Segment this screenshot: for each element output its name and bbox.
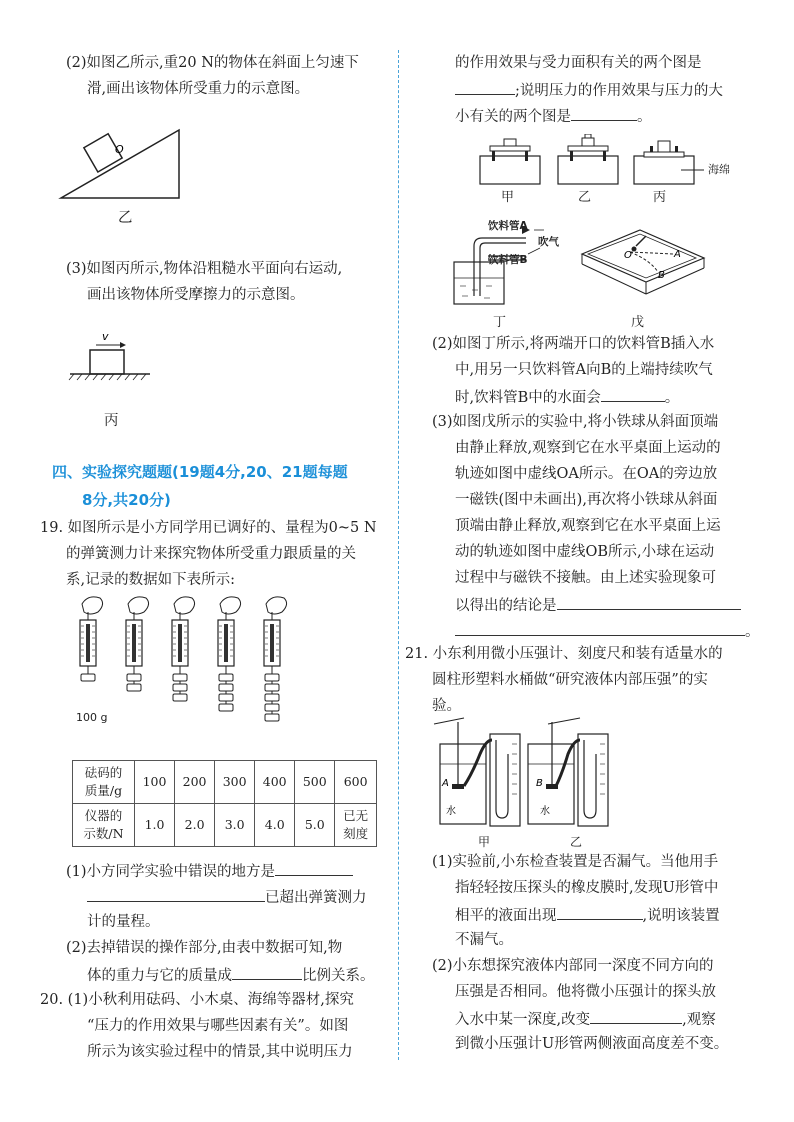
weight-block bbox=[219, 694, 233, 701]
q20-sub3-line3: 轨迹如图中虚线OA所示。在OA的旁边放 bbox=[455, 466, 718, 482]
weight-block bbox=[265, 674, 279, 681]
hand-icon bbox=[82, 597, 103, 614]
q21-sub2-line4: 到微小压强计U形管两侧液面高度差不变。 bbox=[455, 1036, 729, 1052]
hand-icon bbox=[266, 597, 287, 614]
q21-sub1-line1: (1)实验前,小东检查装置是否漏气。当他用手 bbox=[432, 854, 719, 870]
object-o-label: O bbox=[115, 143, 124, 156]
table-cell: 4.0 bbox=[255, 804, 295, 847]
table-cell: 200 bbox=[175, 761, 215, 804]
q20-line3: 所示为该实验过程中的情景,其中说明压力 bbox=[87, 1044, 353, 1060]
straw-a-label: 饮料管A bbox=[488, 220, 528, 232]
table-cell: 400 bbox=[255, 761, 295, 804]
fig-21-jia-caption: 甲 bbox=[478, 835, 491, 849]
weight-block bbox=[219, 674, 233, 681]
velocity-arrow-icon bbox=[120, 342, 126, 348]
fig-21-yi-caption: 乙 bbox=[570, 835, 583, 849]
spring-scale bbox=[126, 597, 149, 691]
point-a-label: A bbox=[674, 249, 681, 260]
q20-sub3-line7: 过程中与磁铁不接触。由上述实验现象可 bbox=[455, 570, 716, 586]
spring-scale bbox=[80, 597, 103, 681]
fig-yi2-caption: 乙 bbox=[578, 190, 592, 205]
q20-sub3-line8: 以得出的结论是 bbox=[455, 594, 741, 616]
data-table bbox=[72, 760, 377, 847]
table-cell-no-scale: 已无 刻度 bbox=[335, 804, 377, 847]
iron-ball bbox=[632, 247, 637, 252]
section-4-title-line2: 8分,共20分) bbox=[82, 491, 171, 509]
weight-block bbox=[173, 674, 187, 681]
q21-sub1-line3: 相平的液面出现 ,说明该装置 bbox=[455, 904, 720, 926]
point-b-label: B bbox=[658, 270, 665, 281]
weight-block bbox=[127, 674, 141, 681]
table-cell: 2.0 bbox=[175, 804, 215, 847]
table-header-mass: 砝码的 质量/g bbox=[73, 761, 135, 804]
q-bing-line1: (3)如图丙所示,物体沿粗糙水平面向右运动, bbox=[66, 261, 343, 277]
q21-sub2-line1: (2)小东想探究液体内部同一深度不同方向的 bbox=[432, 958, 714, 974]
velocity-label: v bbox=[102, 330, 109, 343]
column-divider bbox=[398, 50, 399, 1060]
q20-line1: 20. (1)小秋利用砝码、小木桌、海绵等器材,探究 bbox=[40, 992, 354, 1008]
table-cell: 300 bbox=[215, 761, 255, 804]
fig-wu-caption: 戊 bbox=[631, 315, 645, 330]
weight-block bbox=[265, 694, 279, 701]
q21-sub2-line3: 入水中某一深度,改变 ,观察 bbox=[455, 1008, 716, 1030]
table-cell: 1.0 bbox=[135, 804, 175, 847]
point-o-label: O bbox=[624, 250, 632, 261]
answer-blank[interactable] bbox=[557, 594, 741, 610]
horizontal-surface-figure bbox=[66, 328, 156, 388]
answer-blank[interactable] bbox=[557, 904, 643, 920]
table-cell: 500 bbox=[295, 761, 335, 804]
blow-label: 吹气 bbox=[538, 236, 559, 248]
hand-icon bbox=[174, 597, 195, 614]
q19-line3: 系,记录的数据如下表所示: bbox=[66, 572, 235, 588]
q20-line6: 小有关的两个图是 。 bbox=[455, 105, 652, 127]
table-cell: 5.0 bbox=[295, 804, 335, 847]
q20-sub3-line5: 顶端由静止释放,观察到它在水平桌面上运 bbox=[455, 518, 721, 534]
spring-scale bbox=[218, 597, 241, 711]
weight-block bbox=[219, 684, 233, 691]
q21-sub1-line4: 不漏气。 bbox=[455, 932, 513, 948]
fig-bing-caption: 丙 bbox=[104, 413, 119, 429]
hand-icon bbox=[220, 597, 241, 614]
table-header-reading: 仪器的 示数/N bbox=[73, 804, 135, 847]
pressure-gauge-figure bbox=[428, 714, 618, 832]
probe-a-label: A bbox=[442, 778, 449, 789]
table-row-reading bbox=[73, 804, 377, 847]
moving-block bbox=[90, 350, 124, 374]
q20-sub3-line2: 由静止释放,观察到它在水平桌面上运动的 bbox=[455, 440, 721, 456]
q-bing-line2: 画出该物体所受摩擦力的示意图。 bbox=[87, 287, 305, 303]
probe-b-label: B bbox=[536, 778, 543, 789]
q20-line5: ;说明压力的作用效果与压力的大 bbox=[455, 79, 723, 101]
q20-line4: 的作用效果与受力面积有关的两个图是 bbox=[455, 55, 702, 71]
q19-sub1-line2: 已超出弹簧测力 bbox=[87, 886, 367, 908]
q20-sub3-line9: 。 bbox=[455, 620, 760, 642]
answer-blank[interactable] bbox=[455, 79, 515, 95]
q19-line1: 19. 如图所示是小方同学用已调好的、量程为0~5 N bbox=[40, 520, 377, 536]
water-label-yi: 水 bbox=[540, 806, 550, 817]
spring-scale bbox=[264, 597, 287, 721]
q20-sub2-line1: (2)如图丁所示,将两端开口的饮料管B插入水 bbox=[432, 336, 715, 352]
ball-table-figure bbox=[578, 220, 708, 304]
weight-block bbox=[173, 684, 187, 691]
table-cell: 100 bbox=[135, 761, 175, 804]
weight-block bbox=[265, 684, 279, 691]
table-cell: 3.0 bbox=[215, 804, 255, 847]
answer-blank[interactable] bbox=[571, 105, 637, 121]
fig-jia-caption: 甲 bbox=[501, 190, 515, 205]
answer-blank[interactable] bbox=[590, 1008, 682, 1024]
q19-sub1-line3: 计的量程。 bbox=[87, 914, 160, 930]
weight-block bbox=[81, 674, 95, 681]
q19-sub2-line2: 体的重力与它的质量成 比例关系。 bbox=[87, 964, 375, 986]
straw-b-label: 饮料管B bbox=[488, 254, 528, 266]
answer-blank[interactable] bbox=[87, 886, 265, 902]
mass-100g-label: 100 g bbox=[76, 711, 108, 724]
fig-bing2-caption: 丙 bbox=[653, 190, 667, 205]
fig-ding-caption: 丁 bbox=[493, 315, 507, 330]
answer-blank[interactable] bbox=[232, 964, 302, 980]
incline-figure bbox=[55, 118, 185, 203]
q19-sub1-line1: (1)小方同学实验中错误的地方是 bbox=[66, 860, 353, 882]
q19-sub2-line1: (2)去掉错误的操作部分,由表中数据可知,物 bbox=[66, 940, 343, 956]
spring-scale bbox=[172, 597, 195, 701]
weight-block bbox=[265, 704, 279, 711]
q-yi-line1: (2)如图乙所示,重20 N的物体在斜面上匀速下 bbox=[66, 55, 359, 71]
weight-block bbox=[219, 704, 233, 711]
q21-line1: 21. 小东利用微小压强计、刻度尺和装有适量水的 bbox=[405, 646, 723, 662]
q20-line2: “压力的作用效果与哪些因素有关”。如图 bbox=[87, 1018, 349, 1034]
answer-blank[interactable] bbox=[455, 620, 745, 636]
weight-block bbox=[127, 684, 141, 691]
section-4-title-line1: 四、实验探究题题(19题4分,20、21题每题 bbox=[52, 463, 348, 481]
hand-icon bbox=[128, 597, 149, 614]
weight-block bbox=[265, 714, 279, 721]
q21-sub2-line2: 压强是否相同。他将微小压强计的探头放 bbox=[455, 984, 716, 1000]
answer-blank[interactable] bbox=[601, 386, 665, 402]
q19-line2: 的弹簧测力计来探究物体所受重力跟质量的关 bbox=[66, 546, 356, 562]
q20-sub2-line2: 中,用另一只饮料管A向B的上端持续吹气 bbox=[455, 362, 713, 378]
table-row-mass bbox=[73, 761, 377, 804]
q20-sub3-line4: 一磁铁(图中未画出),再次将小铁球从斜面 bbox=[455, 492, 718, 508]
spring-scale-figure bbox=[72, 594, 312, 752]
table-cell: 600 bbox=[335, 761, 377, 804]
fig-yi-caption: 乙 bbox=[118, 210, 133, 226]
q20-sub3-line6: 动的轨迹如图中虚线OB所示,小球在运动 bbox=[455, 544, 715, 560]
q20-sub3-line1: (3)如图戊所示的实验中,将小铁球从斜面顶端 bbox=[432, 414, 719, 430]
weight-block bbox=[173, 694, 187, 701]
q-yi-line2: 滑,画出该物体所受重力的示意图。 bbox=[87, 81, 310, 97]
sponge-label: 海绵 bbox=[708, 163, 730, 176]
q20-sub2-line3: 时,饮料管B中的水面会 。 bbox=[455, 386, 679, 408]
answer-blank[interactable] bbox=[275, 860, 353, 876]
q21-sub1-line2: 指轻轻按压探头的橡皮膜时,发现U形管中 bbox=[455, 880, 719, 896]
q21-line2: 圆柱形塑料水桶做“研究液体内部压强”的实 bbox=[432, 672, 708, 688]
water-label-jia: 水 bbox=[446, 806, 456, 817]
q21-line3: 验。 bbox=[432, 698, 461, 714]
